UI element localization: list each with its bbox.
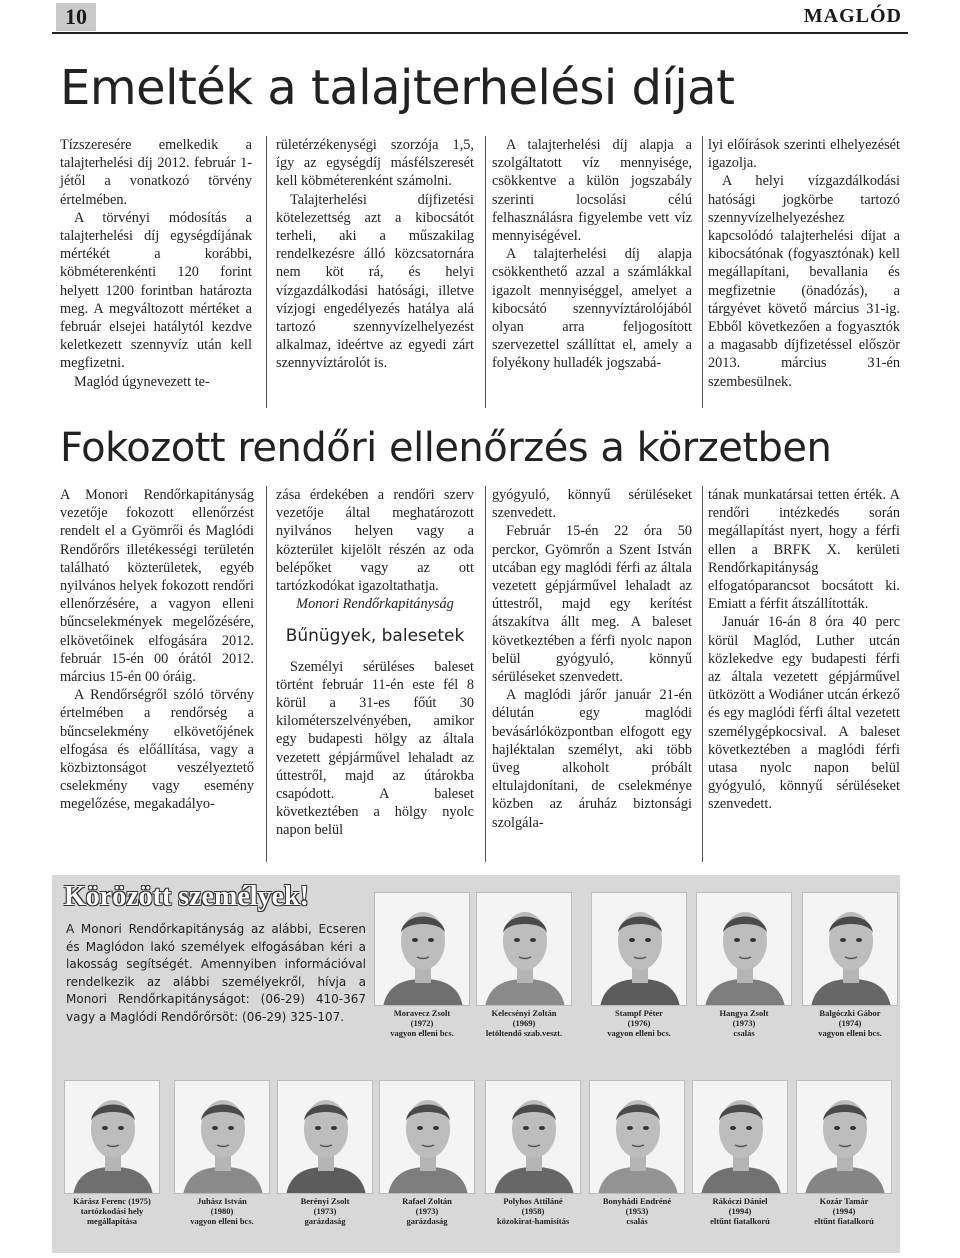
wanted-person-card (800, 892, 900, 1038)
mugshot-photo (692, 1080, 788, 1194)
mugshot-photo (802, 892, 898, 1006)
column-divider (702, 136, 703, 408)
article1-paragraph: Tízszeresére emelkedik a talajterhelési díj 2012. február 1-jétől a vonatkozó törvény értelmében. (60, 137, 252, 208)
article1-column-3 (492, 136, 692, 373)
article2-paragraph: Február 15-én 22 óra 50 perckor, Gyömrőn a Szent István utcában egy maglódi férfi az általa vezetett gépjárművel lehaladt az úttestről, majd egy kerítést átszakítva állt meg. A baleset következtében a férfi nyolc napon belül gyógyuló, könnyű sérüléseket szenvedett. (492, 523, 692, 686)
person-reason: garázdaság (304, 1216, 346, 1226)
section-subheading: Bűnügyek, balesetek (285, 626, 465, 647)
article2-paragraph: A Monori Rendőrkapitányság vezetője fokozott ellenőrzést rendelt el a Gyömrői és Maglódi Rendőrőrs illetékességi területén található közterületek, egyéb nyilvános helyek fokozott rendőri ellenőrzésére, a vagyon elleni bűncselekmények megelőzésére, elkövetőinek elfogására 2012. február 15-én 00 órától 2012. március 15-én 00 óráig. (60, 487, 254, 686)
mugshot-photo (374, 892, 470, 1006)
publication-name: MAGLÓD (803, 5, 902, 27)
column-divider (266, 486, 267, 862)
mugshot-photo (589, 1080, 685, 1194)
article2-signature: Monori Rendőrkapitányság (296, 596, 454, 613)
article1-paragraph: A talajterhelési díj alapja csökkenthető azzal a számlákkal igazolt mennyiséggel, amelyet a kibocsátó szennyvíztárolójából olyan arra feljogosított szervezettel szállíttat el, amely a folyékony hulladék jogszabá- (492, 246, 692, 372)
article2-column-4 (708, 486, 900, 814)
person-year: (1974) (838, 1018, 862, 1028)
person-name: Hangya Zsolt (719, 1008, 769, 1018)
person-reason: eltűnt fiatalkorú (710, 1216, 770, 1226)
column-divider (266, 136, 267, 408)
person-name: Polyhos Attiláné (503, 1196, 563, 1206)
person-reason: eltűnt fiatalkorú (814, 1216, 874, 1226)
wanted-person-card (172, 1080, 272, 1226)
article2-paragraph: tának munkatársai tetten érték. A rendőri intézkedés során megállapítást nyert, hogy a férfi ellen a BRFK X. kerületi Rendőrkapitányság elfogatóparancsot bocsátott ki. Emiatt a férfit átszállították. (708, 487, 900, 613)
person-caption (172, 1196, 272, 1226)
article2-paragraph: A Rendőrségről szóló törvény értelmében a rendőrség a bűncselekmény elkövetőjének elfogása és előállítása, vagy a közbiztonságot veszélyeztető cselekmény vagy esemény megelőzése, megakadályo- (60, 687, 254, 813)
person-name: Kozár Tamár (819, 1196, 869, 1206)
article2-paragraph: Személyi sérüléses baleset történt február 11-én este fél 8 körül a 31-es főút 30 kilométerszelvényében, amikor egy budapesti hölgy az általa vezetett gépjárművel lehaladt az úttestről, majd az útárokba csapódott. A baleset következtében a hölgy nyolc napon belül (276, 658, 474, 839)
wanted-description: A Monori Rendőrkapitányság az alábbi, Ecseren és Maglódon lakó személyek elfogásában kéri a lakosság segítségét. Amennyiben információval rendelkezik az alábbi személyekről, hívja a Monori Rendőrkapitányságot: (06-29) 410-367 vagy a Maglódi Rendőrőrsöt: (06-29) 325-107. (66, 922, 366, 1024)
page-number: 10 (56, 3, 96, 31)
article1-paragraph: Talajterhelési díjfizetési kötelezettség azt a kibocsátót terheli, aki a műszakilag rendelkezésre álló közcsatornára nem köt rá, és helyi vízgazdálkodási hatósági, illetve vízjogi engedélyezés hatálya alá tartozó szennyvízelhelyezést alkalmaz, ideértve az egyedi zárt szennyvíztárolót is. (276, 191, 474, 372)
column-divider (485, 486, 486, 862)
person-name: Rákóczi Dániel (712, 1196, 768, 1206)
mugshot-photo (379, 1080, 475, 1194)
person-reason: garázdaság (406, 1216, 448, 1226)
person-name: Bonyhádi Endréné (602, 1196, 672, 1206)
person-reason: csalás (733, 1028, 755, 1038)
mugshot-photo (476, 892, 572, 1006)
person-caption (483, 1196, 583, 1226)
article1-paragraph: A helyi vízgazdálkodási hatósági jogkörbe tartozó szennyvízelhelyezéshez kapcsolódó talajterhelési díjat a kibocsátónak (fogyasztónak) kell megállapítani, bevallania és megfizetnie (önadózás), a tárgyévet követő március 31-ig. Ebből következően a fogyasztók a magasabb díjfizetéssel először 2013. március 31-én szembesülnek. (708, 173, 900, 390)
article2-column-2 (276, 486, 474, 840)
article1-paragraph: Maglód úgynevezett te- (74, 373, 210, 390)
person-reason: letöltendő szab.veszt. (485, 1028, 563, 1038)
wanted-person-card (483, 1080, 583, 1226)
wanted-person-card (275, 1080, 375, 1226)
person-year: (1972) (410, 1018, 434, 1028)
article1-paragraph: rületérzékenységi szorzója 1,5, így az egységdíj másfélszeresét kell köbméterenként számolni. (276, 137, 474, 190)
article1-column-4 (708, 136, 900, 391)
person-reason: vagyon elleni bcs. (190, 1216, 254, 1226)
person-caption (62, 1196, 162, 1226)
person-name: Rafael Zoltán (402, 1196, 452, 1206)
wanted-person-card (474, 892, 574, 1038)
person-caption (690, 1196, 790, 1226)
wanted-person-card (794, 1080, 894, 1226)
wanted-person-card (690, 1080, 790, 1226)
column-divider (702, 486, 703, 862)
article1-column-1 (60, 136, 252, 391)
person-year: (1953) (625, 1206, 649, 1216)
person-name: Balgóczki Gábor (819, 1008, 881, 1018)
mugshot-photo (696, 892, 792, 1006)
person-name: Moravecz Zsolt (393, 1008, 451, 1018)
person-name: Berényi Zsolt (300, 1196, 350, 1206)
article2-paragraph: A maglódi járőr január 21-én délután egy maglódi bevásárlóközpontban elfogott egy hajléktalan személyt, aki több üveg alkoholt próbált eltulajdonítani, de cselekménye közben az áruház biztonsági szolgála- (492, 687, 692, 831)
person-caption (587, 1196, 687, 1226)
person-year: (1976) (627, 1018, 651, 1028)
person-reason: közokirat-hamisítás (496, 1216, 570, 1226)
person-name: Kelecsényi Zoltán (491, 1008, 557, 1018)
person-year: tartózkodási hely (80, 1206, 144, 1216)
person-caption (589, 1008, 689, 1038)
wanted-person-card (372, 892, 472, 1038)
mugshot-photo (64, 1080, 160, 1194)
person-caption (794, 1196, 894, 1226)
person-reason: vagyon elleni bcs. (818, 1028, 882, 1038)
article2-title: Fokozott rendőri ellenőrzés a körzetben (60, 425, 832, 471)
article2-paragraph: zása érdekében a rendőri szerv vezetője által meghatározott nyilvános helyen vagy a közterület kijelölt részén az oda belépőket vagy az ott tartózkodókat igazoltathatja. (276, 487, 474, 595)
article2-paragraph: Január 16-án 8 óra 40 perc körül Maglód, Luther utcán közlekedve egy budapesti férfi az általa vezetett gépjárművel ütközött a Wodiáner utcán érkező és egy maglódi férfi által vezetett személygépkocsival. A baleset következtében a maglódi férfi utasa nyolc napon belül gyógyuló, könnyű sérüléseket szenvedett. (708, 614, 900, 813)
person-reason: vagyon elleni bcs. (607, 1028, 671, 1038)
article1-paragraph: A talajterhelési díj alapja a szolgáltatott víz mennyisége, csökkentve a külön jogszabály szerinti locsolási célú felhasználásra figyelembe vett víz mennyiségével. (492, 137, 692, 245)
mugshot-photo (485, 1080, 581, 1194)
person-name: Kárász Ferenc (1975) (73, 1196, 151, 1206)
person-name: Stampf Péter (615, 1008, 663, 1018)
article1-paragraph: A törvényi módosítás a talajterhelési díj egységdíjának mértékét a korábbi, köbméterenkénti 120 forint helyett 1200 forintban határozta meg. A megváltozott mértéket a február elsejei hatálytól kezdve keletkezett szennyvíz után kell megfizetni. (60, 209, 252, 372)
person-reason: csalás (626, 1216, 648, 1226)
wanted-person-card (377, 1080, 477, 1226)
person-year: (1994) (728, 1206, 752, 1216)
mugshot-photo (174, 1080, 270, 1194)
column-divider (485, 136, 486, 408)
person-reason: vagyon elleni bcs. (390, 1028, 454, 1038)
mugshot-photo (277, 1080, 373, 1194)
article1-paragraph: lyi előírások szerinti elhelyezését igazolja. (708, 137, 900, 172)
person-caption (694, 1008, 794, 1038)
person-year: (1994) (832, 1206, 856, 1216)
person-caption (372, 1008, 472, 1038)
person-year: (1973) (313, 1206, 337, 1216)
wanted-person-card (62, 1080, 162, 1226)
article2-paragraph: gyógyuló, könnyű sérüléseket szenvedett. (492, 487, 692, 522)
wanted-person-card (587, 1080, 687, 1226)
person-year: (1973) (415, 1206, 439, 1216)
article2-column-3 (492, 486, 692, 832)
article1-title: Emelték a talajterhelési díjat (60, 60, 735, 116)
wanted-title: Körözött személyek! (64, 881, 309, 912)
person-year: (1973) (732, 1018, 756, 1028)
person-year: (1980) (210, 1206, 234, 1216)
wanted-person-card (694, 892, 794, 1038)
person-year: (1969) (512, 1018, 536, 1028)
mugshot-photo (796, 1080, 892, 1194)
person-caption (800, 1008, 900, 1038)
page-header (52, 0, 908, 34)
mugshot-photo (591, 892, 687, 1006)
person-name: Juhász István (197, 1196, 247, 1206)
person-caption (275, 1196, 375, 1226)
article1-column-2 (276, 136, 474, 373)
wanted-person-card (589, 892, 689, 1038)
person-caption (377, 1196, 477, 1226)
article2-column-1 (60, 486, 254, 814)
person-caption (474, 1008, 574, 1038)
person-reason: megállapítása (86, 1216, 138, 1226)
person-year: (1958) (521, 1206, 545, 1216)
